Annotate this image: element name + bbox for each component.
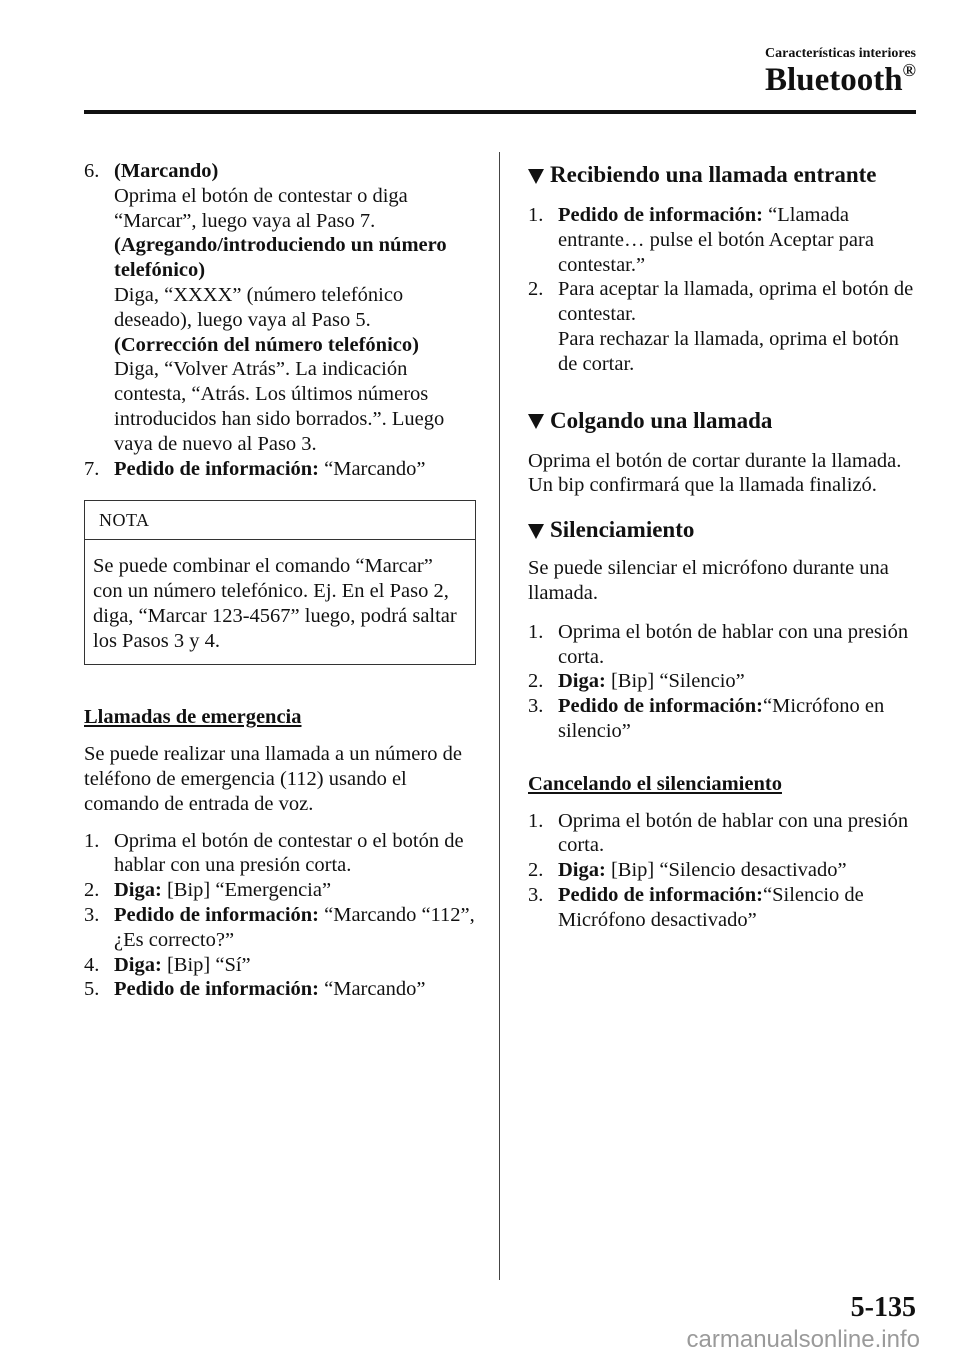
step-number: 3. — [528, 883, 544, 906]
list-item — [84, 903, 476, 953]
mute-heading — [528, 516, 920, 544]
left-column — [84, 159, 476, 1002]
list-item — [84, 878, 476, 903]
step-text: Diga, “Volver Atrás”. La indicación contesta, “Atrás. Los últimos números introducidos han sido borrados.”. Luego vaya de nuevo al Paso 3. — [114, 358, 445, 455]
note-text: Se puede combinar el comando “Marcar” con un número telefónico. Ej. En el Paso 2, diga, “Marcar 123-4567” luego, podrá saltar los Pasos 3 y 4. — [93, 555, 457, 652]
step-text: Diga, “XXXX” (número telefónico deseado), luego vaya al Paso 5. — [114, 283, 404, 331]
step-label: (Marcando) — [114, 160, 219, 182]
note-box — [84, 500, 476, 665]
step-number: 7. — [84, 457, 100, 480]
step-number: 2. — [528, 278, 544, 301]
chapter-title — [765, 60, 916, 99]
heading-text: Recibiendo una llamada entrante — [550, 162, 877, 187]
note-title: NOTA — [85, 501, 475, 540]
step-text: [Bip] “Sí” — [166, 953, 251, 976]
step-text: [Bip] “Silencio” — [610, 670, 745, 693]
list-item — [528, 858, 920, 883]
step-number: 2. — [528, 859, 544, 882]
step-number: 1. — [528, 204, 544, 226]
step-text: [Bip] “Emergencia” — [166, 879, 332, 902]
hangup-heading — [528, 407, 920, 435]
unmute-heading: Cancelando el silenciamiento — [528, 772, 782, 795]
list-item — [528, 620, 920, 670]
step-number: 1. — [528, 620, 544, 643]
step-number: 2. — [528, 670, 544, 693]
triangle-down-icon — [528, 414, 544, 429]
step-label: Diga: — [114, 953, 162, 976]
heading-text: Silenciamiento — [550, 517, 695, 543]
step-text: “Marcando” — [324, 978, 426, 1001]
section-label: Características interiores — [765, 46, 916, 61]
hangup-text: Oprima el botón de cortar durante la llamada. Un bip confirmará que la llamada finalizó. — [528, 449, 902, 497]
step-label: Pedido de información: — [114, 457, 319, 480]
step-label: Diga: — [558, 859, 606, 882]
mute-intro: Se puede silenciar el micrófono durante una llamada. — [528, 557, 889, 604]
step-text: “Micrófono en silencio” — [558, 695, 885, 742]
watermark-link[interactable]: carmanualsonline.info — [686, 1326, 920, 1353]
triangle-down-icon — [528, 169, 544, 184]
list-item — [84, 829, 476, 879]
step-label: Pedido de información: — [558, 204, 763, 226]
step-label: (Corrección del número telefónico) — [114, 333, 419, 356]
step-label: Diga: — [114, 879, 162, 902]
step-text: [Bip] “Silencio desactivado” — [610, 859, 847, 882]
registered-mark: ® — [902, 60, 916, 80]
step-number: 6. — [84, 160, 100, 182]
step-number: 1. — [528, 809, 544, 832]
right-column — [528, 161, 920, 933]
step-text: “Silencio de Micrófono desactivado” — [558, 883, 864, 931]
list-item — [84, 977, 476, 1002]
list-item — [528, 694, 920, 744]
step-label: Pedido de información: — [558, 883, 763, 906]
incoming-heading — [528, 161, 920, 189]
header-rule — [84, 110, 916, 114]
list-item — [528, 883, 920, 933]
step-number: 4. — [84, 953, 100, 976]
list-item — [84, 953, 476, 978]
step-number: 5. — [84, 978, 100, 1001]
step-text: Oprima el botón de contestar o el botón de hablar con una presión corta. — [114, 829, 464, 877]
step-text: “Llamada entrante… pulse el botón Aceptar para contestar.” — [558, 204, 874, 276]
step-number: 2. — [84, 879, 100, 902]
step-number: 1. — [84, 829, 100, 852]
step-label: Pedido de información: — [114, 903, 319, 926]
step-text: “Marcando” — [324, 457, 426, 480]
list-item — [528, 203, 920, 277]
step-7 — [84, 457, 476, 482]
step-text: Oprima el botón de hablar con una presión corta. — [558, 809, 909, 857]
list-item — [528, 809, 920, 859]
emergency-steps — [84, 829, 476, 1003]
chapter-title-text: Bluetooth — [765, 62, 903, 98]
step-text: Oprima el botón de hablar con una presión corta. — [558, 620, 909, 668]
list-item — [528, 277, 920, 376]
step-text: Para rechazar la llamada, oprima el botón de cortar. — [558, 327, 899, 375]
step-label: Pedido de información: — [114, 978, 319, 1001]
emergency-intro: Se puede realizar una llamada a un número de teléfono de emergencia (112) usando el comando de entrada de voz. — [84, 743, 462, 815]
mute-steps — [528, 620, 920, 744]
step-number: 3. — [528, 695, 544, 718]
heading-text: Colgando una llamada — [550, 407, 773, 433]
column-divider — [499, 152, 500, 1280]
step-label: Diga: — [558, 670, 606, 693]
unmute-steps — [528, 809, 920, 933]
triangle-down-icon — [528, 524, 544, 539]
step-6 — [84, 159, 476, 457]
step-text: “Marcando “112”, ¿Es correcto?” — [114, 903, 475, 951]
step-label: (Agregando/introduciendo un número telefónico) — [114, 234, 447, 282]
step-number: 3. — [84, 903, 100, 926]
incoming-steps — [528, 203, 920, 377]
emergency-heading: Llamadas de emergencia — [84, 706, 302, 729]
step-text: Para aceptar la llamada, oprima el botón de contestar. — [558, 278, 914, 326]
step-text: Oprima el botón de contestar o diga “Marcar”, luego vaya al Paso 7. — [114, 184, 408, 232]
list-item — [528, 669, 920, 694]
step-label: Pedido de información: — [558, 695, 763, 718]
page-number: 5-135 — [850, 1292, 916, 1323]
